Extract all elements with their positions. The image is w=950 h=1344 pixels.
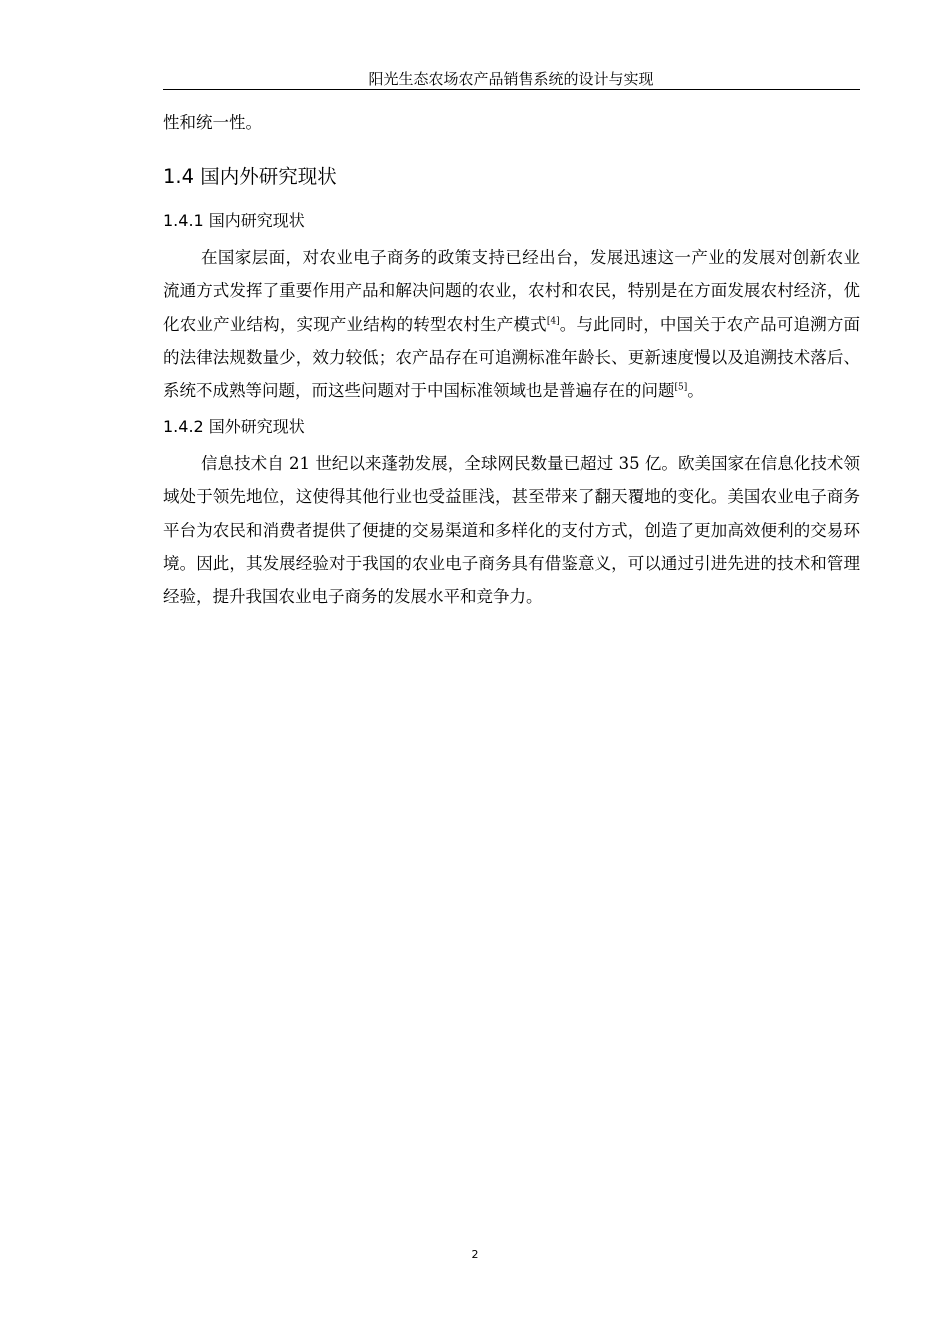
domestic-paragraph-text-1: 在国家层面，对农业电子商务的政策支持已经出台，发展迅速这一产业的发展对创新农业流通方式发挥了重要作用产品和解决问题的农业，农村和农民，特别是在方面发展农村经济，优化农业产业结构，实现产业结构的转型农村生产模式	[163, 248, 860, 334]
page-content	[163, 106, 860, 613]
running-header-title: 阳光生态农场农产品销售系统的设计与实现	[368, 70, 654, 88]
carryover-paragraph: 性和统一性。	[163, 113, 262, 132]
domestic-paragraph-text-2: 。与此同时，中国关于农产品可追溯方面的法律法规数量少，效力较低；农产品存在可追溯标准年龄长、更新速度慢以及追溯技术落后、系统不成熟等问题，而这些问题对于中国标准领域也是普遍存在的问题	[163, 314, 861, 401]
citation-ref-4: [4]	[546, 316, 560, 327]
citation-ref-5: [5]	[674, 382, 688, 393]
subsection-heading-domestic: 1.4.1 国内研究现状	[163, 211, 305, 231]
foreign-research-paragraph: 信息技术自 21 世纪以来蓬勃发展，全球网民数量已超过 35 亿。欧美国家在信息化技术领域处于领先地位，这使得其他行业也受益匪浅，甚至带来了翻天覆地的变化。美国农业电子商务平台为农民和消费者提供了便捷的交易渠道和多样化的支付方式，创造了更加高效便利的交易环境。因此，其发展经验对于我国的农业电子商务具有借鉴意义，可以通过引进先进的技术和管理经验，提升我国农业电子商务的发展水平和竞争力。	[163, 454, 860, 607]
header-rule	[163, 89, 860, 90]
subsection-heading-foreign: 1.4.2 国外研究现状	[163, 417, 305, 437]
domestic-paragraph-text-3: 。	[687, 381, 704, 401]
domestic-research-paragraph	[163, 241, 860, 407]
page-number: 2	[471, 1248, 479, 1261]
section-heading: 1.4 国内外研究现状	[163, 165, 337, 189]
